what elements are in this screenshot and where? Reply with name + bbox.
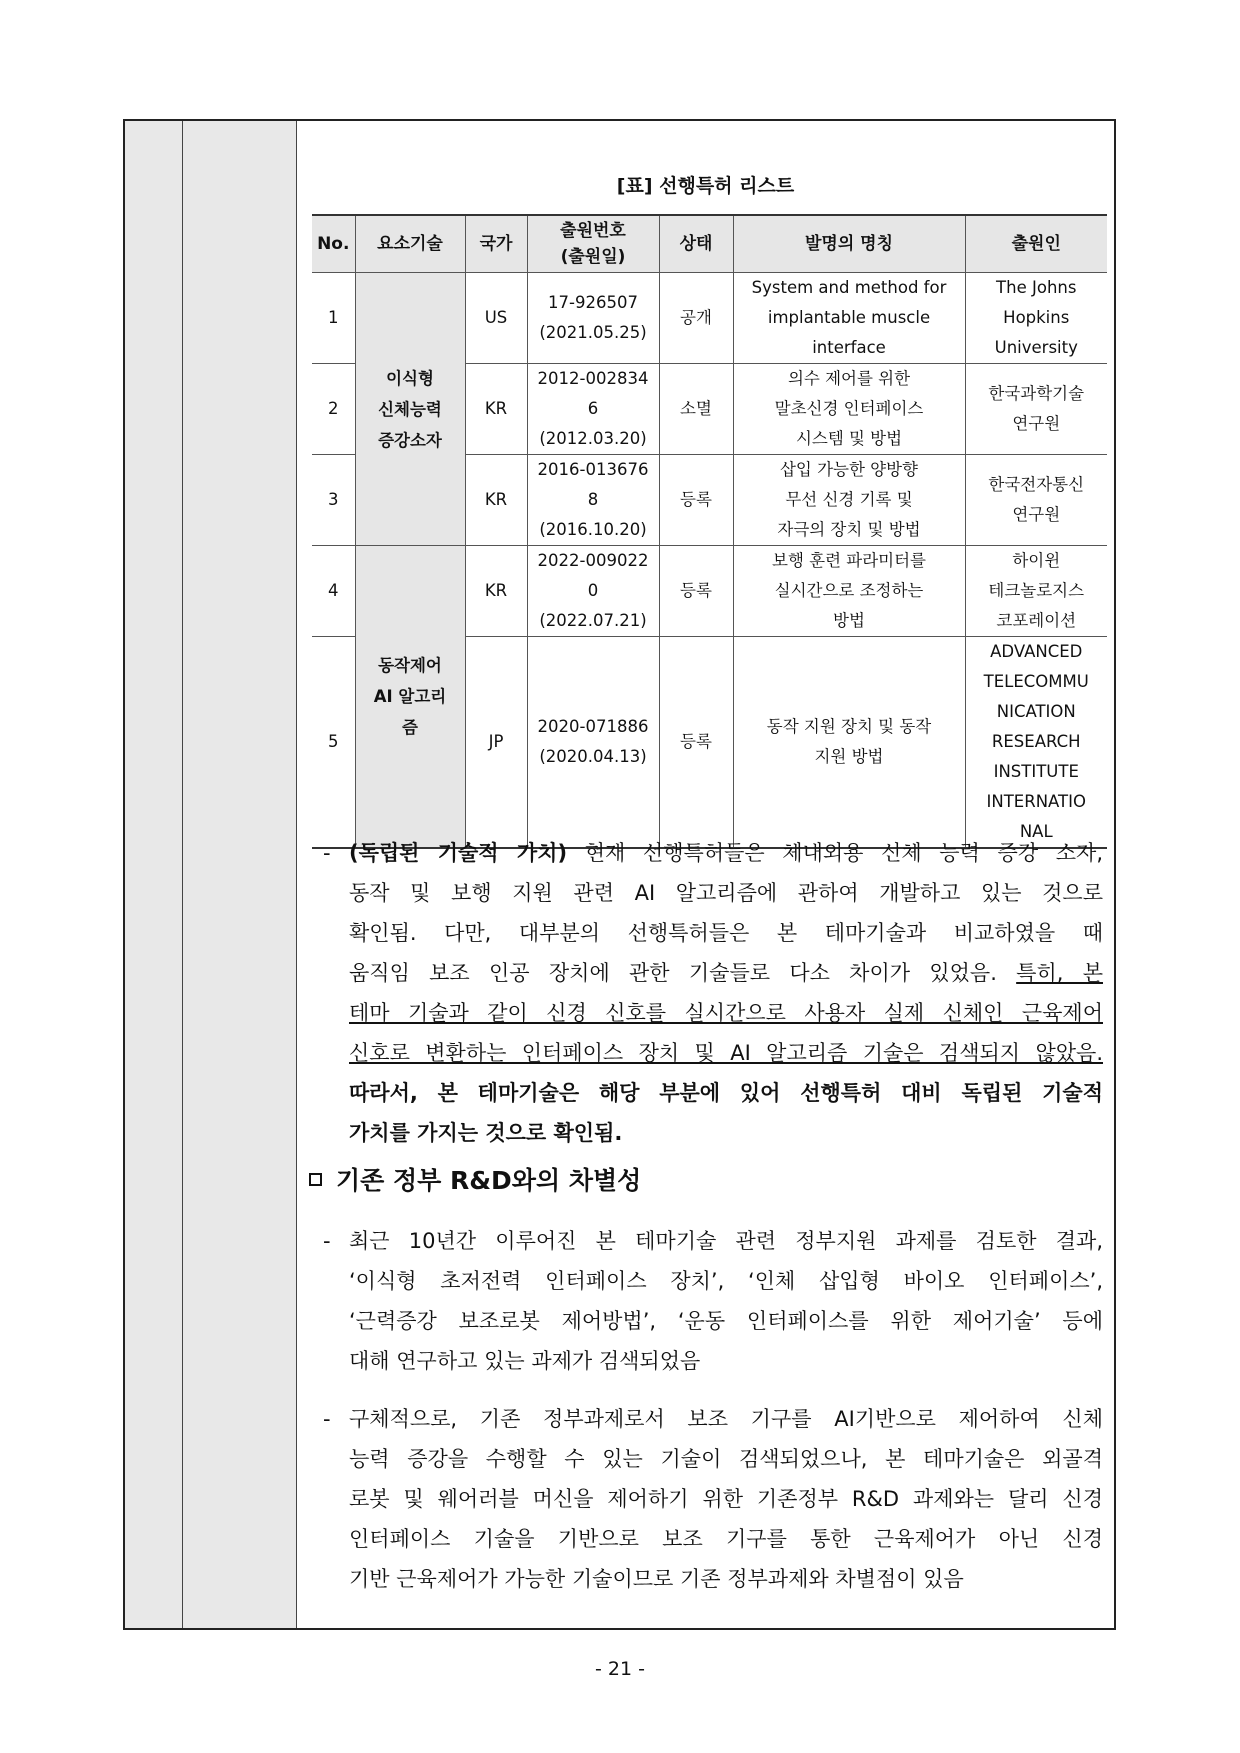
bullet-dash: - [323,1407,331,1431]
paragraph-gov-rnd-review: - 최근 10년간 이루어진 본 테마기술 관련 정부지원 과제를 검토한 결과, ‘이식형 초저전력 인터페이스 장치’, ‘인체 삽입형 바이오 인터페이스’, ‘근력증강 보조로봇 제어방법’, ‘운동 인터페이스를 위한 제어기술’ 등에 대해 연구하고 있는 과제가 검색되었음 [323,1221,1103,1381]
row-applicant: 한국과학기술 연구원 [965,364,1107,455]
row-app-no: 2022-009022 0 (2022.07.21) [527,546,659,637]
paragraph-differentiation: - 구체적으로, 기존 정부과제로서 보조 기구를 AI기반으로 제어하여 신체 능력 증강을 수행할 수 있는 기술이 검색되었으나, 본 테마기술은 외골격 로봇 및 웨어러블 머신을 제어하기 위한 기존정부 R&D 과제와는 달리 신경 인터페이스 기술을 기반으로 보조 기구를 통한 근육제어가 아닌 신경 기반 근육제어가 가능한 기술이므로 기존 정부과제와 차별점이 있음 [323,1399,1103,1599]
row-applicant: 하이윈 테크놀로지스 코포레이션 [965,546,1107,637]
tech-group-motion-ai: 동작제어 AI 알고리 즘 [355,546,465,849]
row-app-no: 2020-071886 (2020.04.13) [527,637,659,849]
checkbox-bullet-icon [309,1173,322,1186]
row-country: JP [465,637,527,849]
table-row [312,546,1107,637]
header-app-no: 출원번호 (출원일) [527,215,659,273]
row-app-no: 17-926507 (2021.05.25) [527,273,659,364]
row-title: 보행 훈련 파라미터를 실시간으로 조정하는 방법 [733,546,965,637]
row-country: KR [465,364,527,455]
header-status: 상태 [659,215,733,273]
row-no: 1 [312,273,355,364]
bullet-dash: - [323,841,331,865]
prior-patents-table [312,214,1107,849]
table-row [312,273,1107,364]
row-status: 공개 [659,273,733,364]
left-margin-column [125,121,183,1628]
bullet-dash: - [323,1229,331,1253]
table-caption: [표] 선행특허 리스트 [616,175,795,197]
row-app-no: 2016-013676 8 (2016.10.20) [527,455,659,546]
row-status: 등록 [659,546,733,637]
row-title: System and method for implantable muscle interface [733,273,965,364]
row-status: 소멸 [659,364,733,455]
row-country: US [465,273,527,364]
row-no: 4 [312,546,355,637]
table-header-row [312,215,1107,273]
row-status: 등록 [659,637,733,849]
row-no: 5 [312,637,355,849]
row-no: 2 [312,364,355,455]
row-no: 3 [312,455,355,546]
row-title: 삽입 가능한 양방향 무선 신경 기록 및 자극의 장치 및 방법 [733,455,965,546]
section-heading: 기존 정부 R&D와의 차별성 [309,1161,641,1197]
header-tech: 요소기술 [355,215,465,273]
label-column [183,121,297,1628]
row-applicant: The Johns Hopkins University [965,273,1107,364]
tech-group-implant: 이식형 신체능력 증강소자 [355,273,465,546]
row-country: KR [465,546,527,637]
row-title: 의수 제어를 위한 말초신경 인터페이스 시스템 및 방법 [733,364,965,455]
header-title: 발명의 명칭 [733,215,965,273]
row-applicant: 한국전자통신 연구원 [965,455,1107,546]
row-title: 동작 지원 장치 및 동작 지원 방법 [733,637,965,849]
row-applicant: ADVANCED TELECOMMU NICATION RESEARCH INSTITUTE INTERNATIO NAL [965,637,1107,849]
header-applicant: 출원인 [965,215,1107,273]
document-frame [123,119,1116,1630]
row-app-no: 2012-002834 6 (2012.03.20) [527,364,659,455]
content-area [297,121,1114,1628]
page-number: - 21 - [595,1658,645,1680]
paragraph-independent-value: - (독립된 기술적 가치) 현재 선행특허들은 체내외용 신체 능력 증강 소자, 동작 및 보행 지원 관련 AI 알고리즘에 관하여 개발하고 있는 것으로 확인됨. 다만, 대부분의 선행특허들은 본 테마기술과 비교하였을 때 움직임 보조 인공 장치에 관한 기술들로 다소 차이가 있었음. 특히, 본 테마 기술과 같이 신경 신호를 실시간으로 사용자 실제 신체인 근육제어 신호로 변환하는 인터페이스 장치 및 AI 알고리즘 기술은 검색되지 않았음. 따라서, 본 테마기술은 해당 부분에 있어 선행특허 대비 독립된 기술적 가치를 가지는 것으로 확인됨. [323,833,1103,1153]
bold-lead: (독립된 기술적 가치) [349,841,568,865]
header-country: 국가 [465,215,527,273]
row-status: 등록 [659,455,733,546]
header-no: No. [312,215,355,273]
row-country: KR [465,455,527,546]
